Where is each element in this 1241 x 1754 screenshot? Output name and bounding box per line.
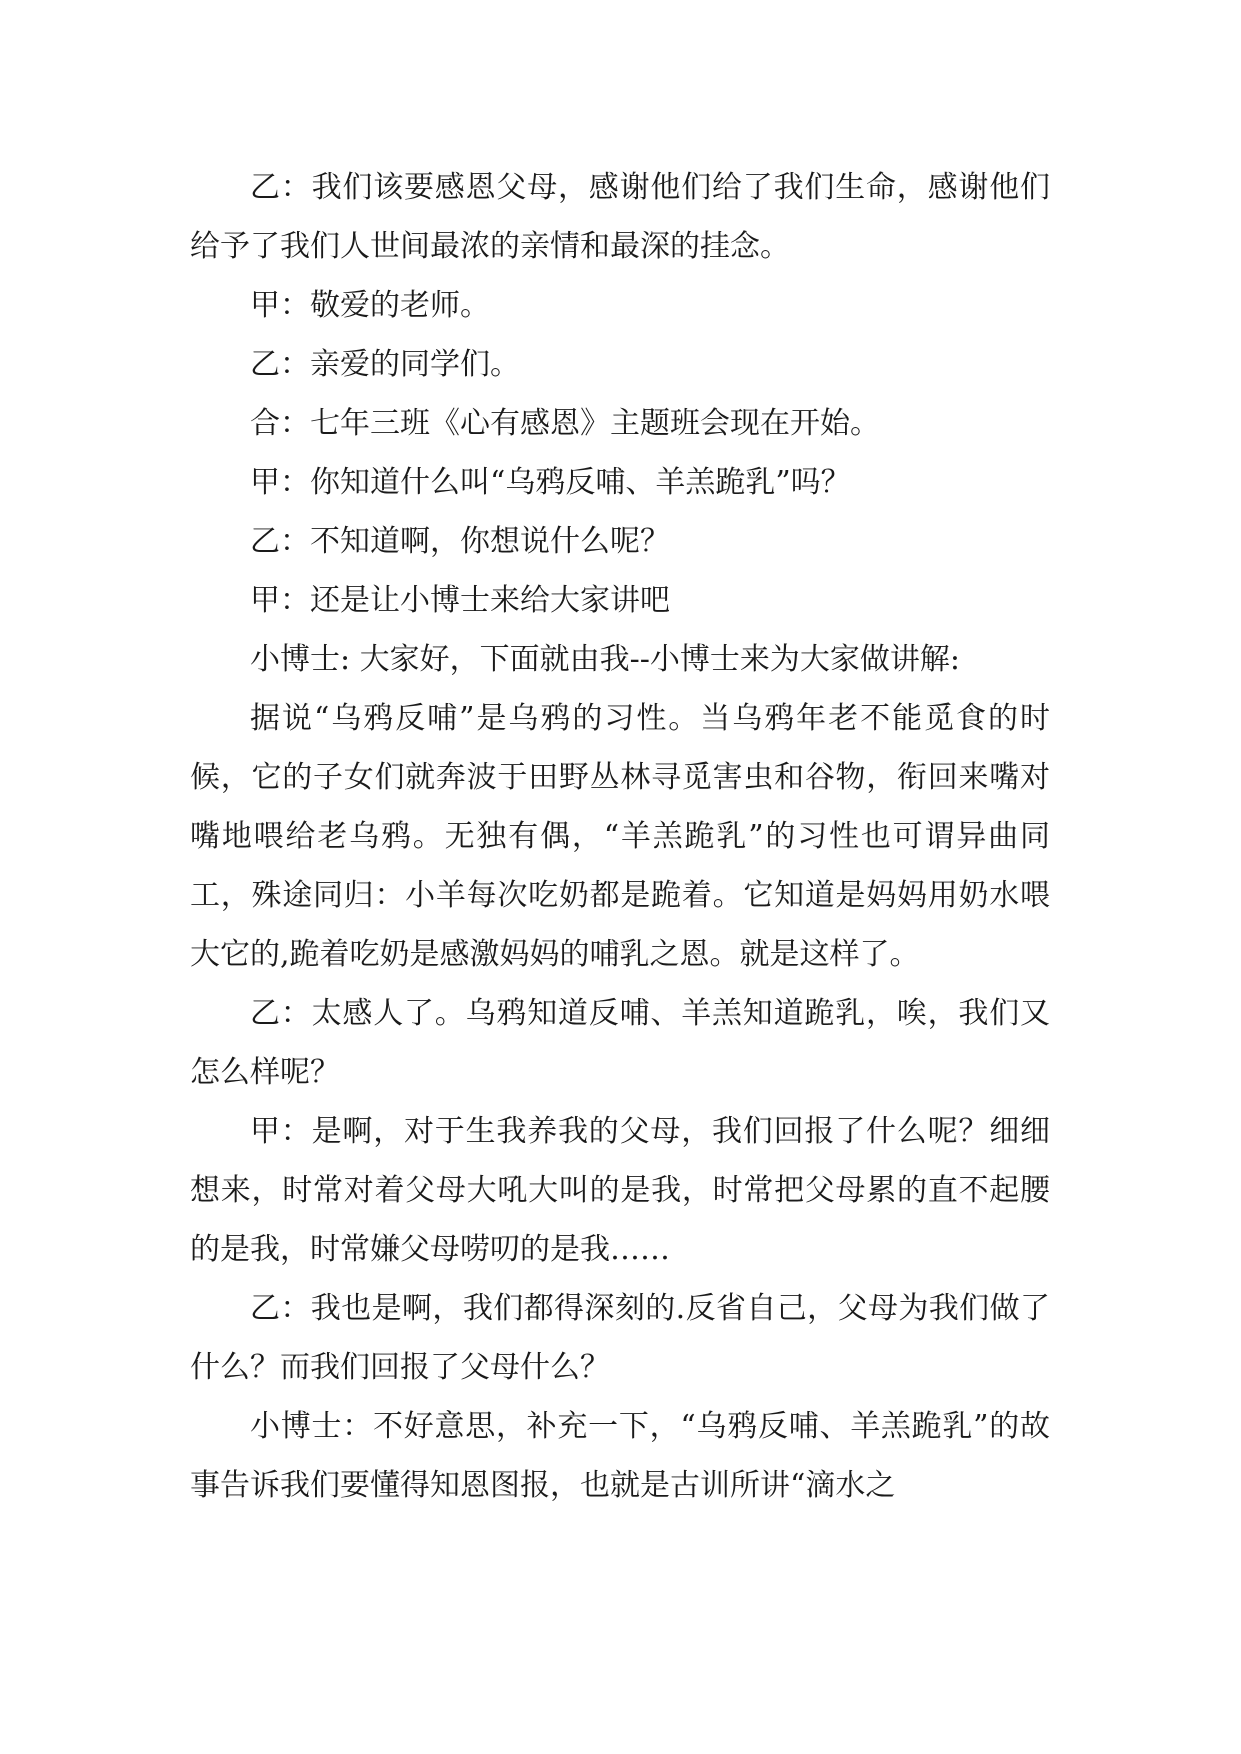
document-page — [190, 158, 1050, 1515]
paragraph: 乙：我们该要感恩父母，感谢他们给了我们生命，感谢他们给予了我们人世间最浓的亲情和最深的挂念。 — [190, 170, 1050, 264]
paragraph: 甲：是啊，对于生我养我的父母，我们回报了什么呢？细细想来，时常对着父母大吼大叫的是我，时常把父母累的直不起腰的是我，时常嫌父母唠叨的是我…… — [190, 1114, 1050, 1267]
paragraph: 乙：不知道啊，你想说什么呢？ — [250, 524, 670, 559]
paragraph: 乙：太感人了。乌鸦知道反哺、羊羔知道跪乳，唉，我们又怎么样呢？ — [190, 996, 1050, 1090]
paragraph: 合：七年三班《心有感恩》主题班会现在开始。 — [250, 406, 880, 441]
paragraph: 甲：你知道什么叫“乌鸦反哺、羊羔跪乳”吗？ — [250, 465, 851, 500]
paragraph: 乙：亲爱的同学们。 — [250, 347, 520, 382]
paragraph: 小博士：不好意思，补充一下，“乌鸦反哺、羊羔跪乳”的故事告诉我们要懂得知恩图报，也就是古训所讲“滴水之 — [190, 1409, 1050, 1503]
paragraph: 小博士: 大家好，下面就由我--小博士来为大家做讲解: — [250, 642, 961, 677]
paragraph: 据说“乌鸦反哺”是乌鸦的习性。当乌鸦年老不能觅食的时候，它的子女们就奔波于田野丛林寻觅害虫和谷物，衔回来嘴对嘴地喂给老乌鸦。无独有偶，“羊羔跪乳”的习性也可谓异曲同工，殊途同归：小羊每次吃奶都是跪着。它知道是妈妈用奶水喂大它的,跪着吃奶是感激妈妈的哺乳之恩。就是这样了。 — [190, 701, 1050, 972]
paragraph: 甲：还是让小博士来给大家讲吧 — [250, 583, 670, 618]
paragraph: 乙：我也是啊，我们都得深刻的.反省自己，父母为我们做了什么？而我们回报了父母什么？ — [190, 1291, 1050, 1385]
paragraph: 甲：敬爱的老师。 — [250, 288, 490, 323]
